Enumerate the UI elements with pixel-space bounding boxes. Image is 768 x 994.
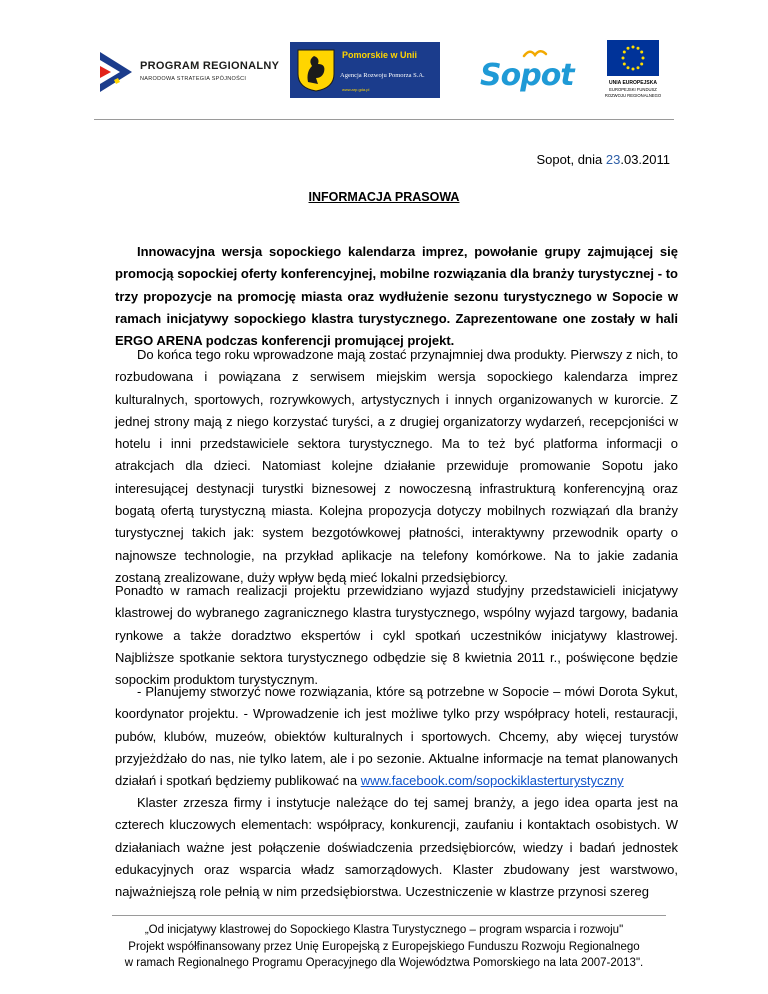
document-title: INFORMACJA PRASOWA — [308, 190, 460, 204]
body-paragraph-cluster: Klaster zrzesza firmy i instytucje należące do tej samej branży, a jego idea oparta jest na czterech kluczowych elementach: współpracy, konkurencji, zaufaniu i kontaktach osobistych. W działaniach ważne jest połączenie doświadczenia przedsiębiorców, wiedzy i badań jednostek edukacyjnych oraz wsparcia władz samorządowych. Klaster zbudowany jest warstwowo, najważniejszą role pełnią w nim przedsiębiorstwa. Uczestniczenie w klastrze przynosi szereg — [115, 795, 678, 900]
eu-fund-line1: EUROPEJSKI FUNDUSZ — [609, 87, 657, 92]
body-paragraph-quote — [115, 681, 678, 792]
eu-logo — [598, 40, 668, 106]
logo-bar — [88, 36, 688, 108]
page-footer — [0, 922, 768, 972]
body-paragraph-study-trip: Ponadto w ramach realizacji projektu przewidziano wyjazd studyjny przedstawicieli inicjatywy klastrowej do wybranego zagranicznego klastra turystycznego, wspólny wyjazd targowy, badania rynkowe a także doradztwo ekspertów i cykl spotkań uczestników inicjatywy klastrowej. Najbliższe spotkanie sektora turystycznego odbędzie się 8 kwietnia 2011 r., poświęcone będzie sopockim produktom turystycznym. — [115, 583, 678, 688]
document-date — [537, 152, 671, 167]
footer-divider — [112, 915, 666, 916]
pomorskie-w-unii-logo — [290, 42, 440, 98]
footer-line1: „Od inicjatywy klastrowej do Sopockiego Klastra Turystycznego – program wsparcia i rozwoju" — [144, 924, 624, 936]
body-paragraph-products: Do końca tego roku wprowadzone mają zostać przynajmniej dwa produkty. Pierwszy z nich, to rozbudowana i powiązana z serwisem miejskim wersja sopockiego kalendarza imprez kulturalnych, sportowych, rozrywkowych, artystycznych i innych organizowanych w kurorcie. Z jednej strony mają z niego korzystać turyści, a z drugiej organizatorzy wydarzeń, recepcjoniści w hotelu i inni przedstawiciele sektora turystycznego. Ma to też być platforma informacji o atrakcjach dla dzieci. Natomiast kolejne działanie przewiduje promowanie Sopotu jako interesującej destynacji turystki biznesowej z nowoczesną infrastrukturą konferencyjną oraz bogatą ofertą turystyczną miasta. Kolejna propozycja dotyczy mobilnych rozwiązań dla branży turystycznej takich jak: system bezgotówkowej płatności, interaktywny przewodnik oparty o najnowsze technologie, na przykład aplikacje na telefony komórkowe. Na to jakie zadania zostaną zrealizowane, duży wpływ będą mieć lokalni przedsiębiorcy. — [115, 347, 678, 585]
date-prefix: Sopot, dnia — [536, 152, 606, 167]
eu-fund-text — [598, 87, 668, 99]
sopot-logo — [474, 44, 574, 104]
header-divider — [94, 119, 674, 120]
program-regionalny-title: PROGRAM REGIONALNY — [140, 60, 280, 72]
date-rest: .03.2011 — [620, 152, 670, 167]
sopot-logo-text: Sopot — [480, 58, 574, 93]
lead-paragraph: Innowacyjna wersja sopockiego kalendarza imprez, powołanie grupy zajmującej się promocją sopockiej oferty konferencyjnej, mobilne rozwiązania dla branży turystycznej - to trzy propozycje na promocję miasta oraz wydłużenie sezonu turystycznego w Sopocie w ramach inicjatywy sopockiego klastra turystycznego. Zaprezentowane one zostały w hali ERGO ARENA podczas konferencji promującej projekt. — [115, 244, 678, 349]
facebook-link[interactable]: www.facebook.com/sopockiklasterturystyczny — [360, 773, 624, 789]
pomorskie-url: www.arp.gda.pl — [342, 87, 370, 92]
program-regionalny-logo — [92, 46, 282, 102]
program-regionalny-subtitle: NARODOWA STRATEGIA SPÓJNOŚCI — [140, 76, 247, 82]
quote-text: - Planujemy stworzyć nowe rozwiązania, które są potrzebne w Sopocie – mówi Dorota Sykut, koordynator projektu. - Wprowadzenie ich jest możliwe tylko przy współpracy hoteli, restauracji, pubów, klubów, muzeów, obiektów kulturalnych i sportowych. Chcemy, aby więcej turystów przyjeżdżało do nas, nie tylko latem, ale i po sezonie. Aktualne informacje na temat planowanych działań i spotkań będziemy publikować na — [115, 684, 678, 789]
eu-flag-icon — [607, 40, 659, 76]
program-regionalny-mark-icon — [96, 50, 136, 94]
pomorskie-title: Pomorskie w Unii — [342, 50, 418, 60]
footer-line3: w ramach Regionalnego Programu Operacyjnego dla Województwa Pomorskiego na lata 2007-2013". — [124, 957, 644, 969]
griffin-crest-icon — [296, 48, 336, 92]
pomorskie-subtitle: Agencja Rozwoju Pomorza S.A. — [340, 72, 425, 79]
footer-line2: Projekt współfinansowany przez Unię Europejską z Europejskiego Funduszu Rozwoju Regionalnego — [128, 940, 640, 953]
date-day: 23 — [605, 152, 621, 167]
eu-fund-line2: ROZWOJU REGIONALNEGO — [604, 93, 662, 98]
eu-title: UNIA EUROPEJSKA — [609, 80, 657, 86]
